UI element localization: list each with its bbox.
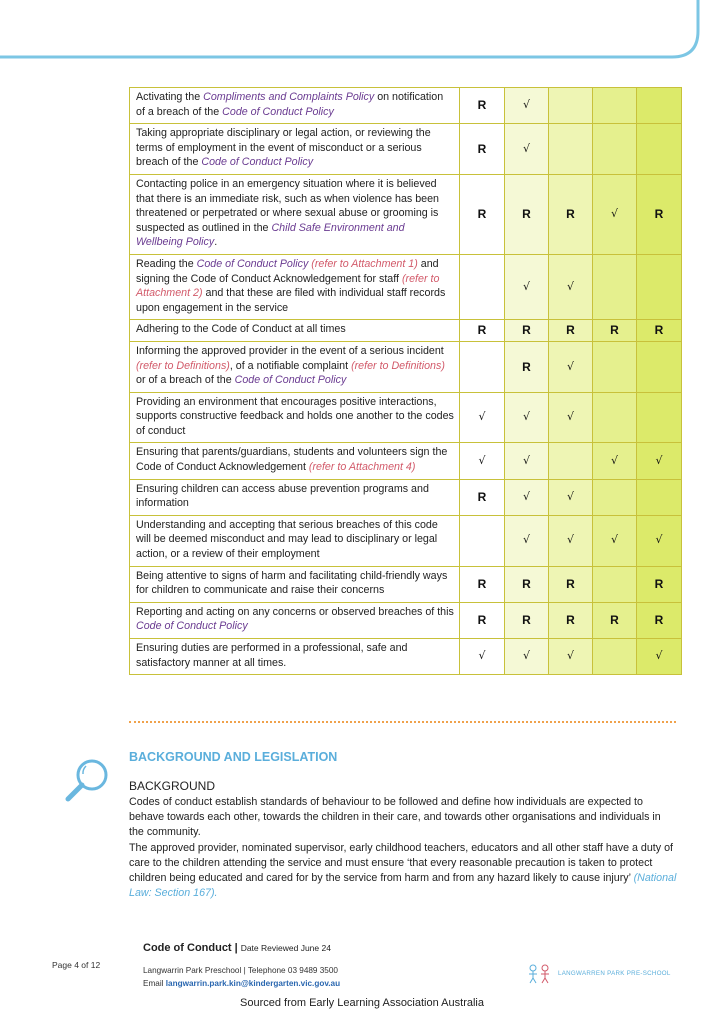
sub-heading: BACKGROUND [129,779,216,793]
responsibility-cell [549,443,593,479]
table-row [130,174,682,254]
description-text: on notification of a breach of the [136,91,444,118]
responsibility-cell: R [549,602,593,638]
attachment-reference: (refer to Definitions) [136,359,230,372]
responsibility-cell [637,479,682,515]
policy-reference: Child Safe Environment and Wellbeing Policy [136,221,405,249]
responsibility-cell: √ [637,515,682,566]
responsibility-cell [637,341,682,392]
responsibility-description [130,392,460,443]
responsibility-cell: R [460,602,505,638]
description-text: Ensuring children can access abuse prevention programs and information [136,482,429,510]
responsibility-description [130,341,460,392]
background-text [129,795,677,901]
sourced-from: Sourced from Early Learning Association Australia [240,997,484,1009]
responsibility-cell: R [505,320,549,342]
table-row [130,602,682,638]
description-text: and that these are filed with individual staff records upon engagement in the service [136,287,446,314]
responsibility-description [130,479,460,515]
responsibility-cell: R [637,320,682,342]
footer-email-line [143,979,340,988]
responsibility-cell: √ [505,443,549,479]
attachment-reference: (refer to Attachment 2) [136,272,440,300]
date-reviewed: Date Reviewed June 24 [240,943,331,953]
responsibility-description [130,124,460,175]
responsibility-description [130,174,460,254]
law-reference: (National Law: Section 167). [129,872,677,900]
responsibility-cell: √ [549,515,593,566]
responsibility-cell: √ [505,515,549,566]
responsibility-cell: √ [549,639,593,675]
responsibility-cell: R [593,602,637,638]
policy-reference: Code of Conduct Policy [196,257,309,270]
responsibility-cell [593,639,637,675]
description-text: Informing the approved provider in the event of a serious incident [136,344,444,357]
table-row [130,566,682,602]
attachment-reference: (refer to Attachment 4) [308,461,416,474]
description-text: Reading the [136,257,197,270]
policy-reference: Code of Conduct Policy [201,156,314,169]
responsibility-description [130,88,460,124]
responsibility-cell: √ [593,443,637,479]
description-text: Taking appropriate disciplinary or legal action, or reviewing the terms of employment in the event of misconduct or a serious breach of the [136,127,431,169]
responsibility-cell: R [637,566,682,602]
table-row [130,479,682,515]
responsibility-cell: √ [460,639,505,675]
responsibility-cell: √ [593,515,637,566]
responsibility-cell: √ [549,479,593,515]
responsibility-cell: R [460,88,505,124]
table-row [130,254,682,319]
responsibility-cell: R [637,174,682,254]
description-text: Contacting police in an emergency situation where it is believed that there is an immediate risk, such as when violence has been threatened or perpetrated or where sexual abuse or grooming is suspected as outlined in the [136,177,439,234]
responsibility-cell [637,392,682,443]
responsibility-cell [593,341,637,392]
responsibility-cell: √ [549,392,593,443]
responsibility-cell: R [593,320,637,342]
responsibility-cell: R [460,479,505,515]
background-paragraph-2-text: The approved provider, nominated supervisor, early childhood teachers, educators and all other staff have a duty of care to the children attending the service and must ensure ‘that every reasonable precaution is taken to protect children being educated and cared for by the service from harm and from any hazard likely to cause injury’ [129,841,674,885]
responsibility-cell: √ [505,124,549,175]
responsibility-cell: √ [549,341,593,392]
table-row [130,320,682,342]
responsibility-description [130,254,460,319]
page-corner-decoration [0,0,724,60]
description-text: Providing an environment that encourages positive interactions, supports constructive feedback and holds one another to the codes of conduct [136,395,454,437]
responsibility-cell: R [460,124,505,175]
responsibility-cell: √ [505,479,549,515]
responsibility-cell: √ [637,639,682,675]
table-row [130,88,682,124]
description-text: Adhering to the Code of Conduct at all times [136,323,346,336]
responsibilities-table [129,87,682,675]
responsibility-cell: √ [505,254,549,319]
logo-text: LANGWARREN PARK PRE-SCHOOL [558,970,671,977]
email-link[interactable]: langwarrin.park.kin@kindergarten.vic.gov.au [165,979,341,988]
responsibility-cell: √ [505,392,549,443]
responsibility-cell: √ [637,443,682,479]
responsibility-description [130,515,460,566]
responsibility-cell: R [549,320,593,342]
attachment-reference: (refer to Definitions) [351,359,445,372]
description-text: Ensuring duties are performed in a professional, safe and satisfactory manner at all times. [136,642,408,669]
responsibility-cell [460,254,505,319]
responsibility-cell: R [549,566,593,602]
responsibility-cell: R [505,174,549,254]
responsibility-cell: R [460,174,505,254]
table-row [130,515,682,566]
description-text: Being attentive to signs of harm and facilitating child-friendly ways for children to communicate and raise their concerns [136,569,448,597]
responsibility-cell: R [549,174,593,254]
responsibility-cell: √ [505,639,549,675]
background-paragraph-2 [129,841,677,902]
table-row [130,392,682,443]
email-label: Email [143,979,166,988]
table-row [130,443,682,479]
description-text: , of a notifiable complaint [229,359,352,372]
attachment-reference: (refer to Attachment 1) [311,257,418,270]
description-text: or of a breach of the [136,374,235,387]
policy-reference: Code of Conduct Policy [222,105,334,118]
responsibility-cell [593,88,637,124]
responsibility-cell [637,88,682,124]
footer-contact-line: Langwarrin Park Preschool | Telephone 03 9489 3500 [143,966,338,975]
responsibility-cell [593,479,637,515]
responsibility-cell [460,341,505,392]
description-text: and signing the Code of Conduct Acknowledgement for staff [136,257,439,285]
responsibility-cell [637,254,682,319]
search-icon [62,755,114,807]
responsibility-cell [593,392,637,443]
policy-reference: Compliments and Complaints Policy [203,91,375,103]
responsibility-cell [593,254,637,319]
background-paragraph-1: Codes of conduct establish standards of behaviour to be followed and define how individuals are expected to behave towards each other, towards the children in their care, and towards other organisations and individuals in the community. [129,796,661,839]
responsibility-description [130,602,460,638]
table-row [130,639,682,675]
responsibility-cell [593,124,637,175]
description-text: Reporting and acting on any concerns or observed breaches of this [136,605,454,618]
section-divider [129,721,676,723]
responsibility-cell: R [505,602,549,638]
responsibility-cell [549,88,593,124]
description-text: . [214,236,218,249]
responsibility-cell [549,124,593,175]
title-separator: | [234,942,238,954]
responsibility-cell: √ [549,254,593,319]
responsibility-cell [460,515,505,566]
policy-reference: Code of Conduct Policy [234,374,347,387]
responsibility-cell: √ [460,443,505,479]
responsibility-cell: √ [593,174,637,254]
description-text: Ensuring that parents/guardians, students and volunteers sign the Code of Conduct Acknowledgement [136,446,448,474]
responsibility-cell: R [505,341,549,392]
responsibility-cell [593,566,637,602]
description-text: Activating the [136,91,204,103]
table-row [130,124,682,175]
responsibility-cell: √ [505,88,549,124]
responsibility-description [130,320,460,342]
responsibility-cell: R [637,602,682,638]
responsibility-cell: R [460,566,505,602]
responsibility-cell: R [505,566,549,602]
responsibility-description [130,639,460,675]
responsibility-description [130,443,460,479]
description-text: Understanding and accepting that serious breaches of this code will be deemed misconduct and may lead to disciplinary or legal action, or a review of their employment [136,518,438,561]
page-number: Page 4 of 12 [52,960,101,970]
responsibility-cell: R [460,320,505,342]
responsibility-cell: √ [460,392,505,443]
table-row [130,341,682,392]
section-heading: BACKGROUND AND LEGISLATION [129,750,338,764]
policy-reference: Code of Conduct Policy [136,620,248,633]
footer-title [143,942,331,954]
responsibility-cell [637,124,682,175]
document-title: Code of Conduct [143,942,232,954]
responsibility-description [130,566,460,602]
